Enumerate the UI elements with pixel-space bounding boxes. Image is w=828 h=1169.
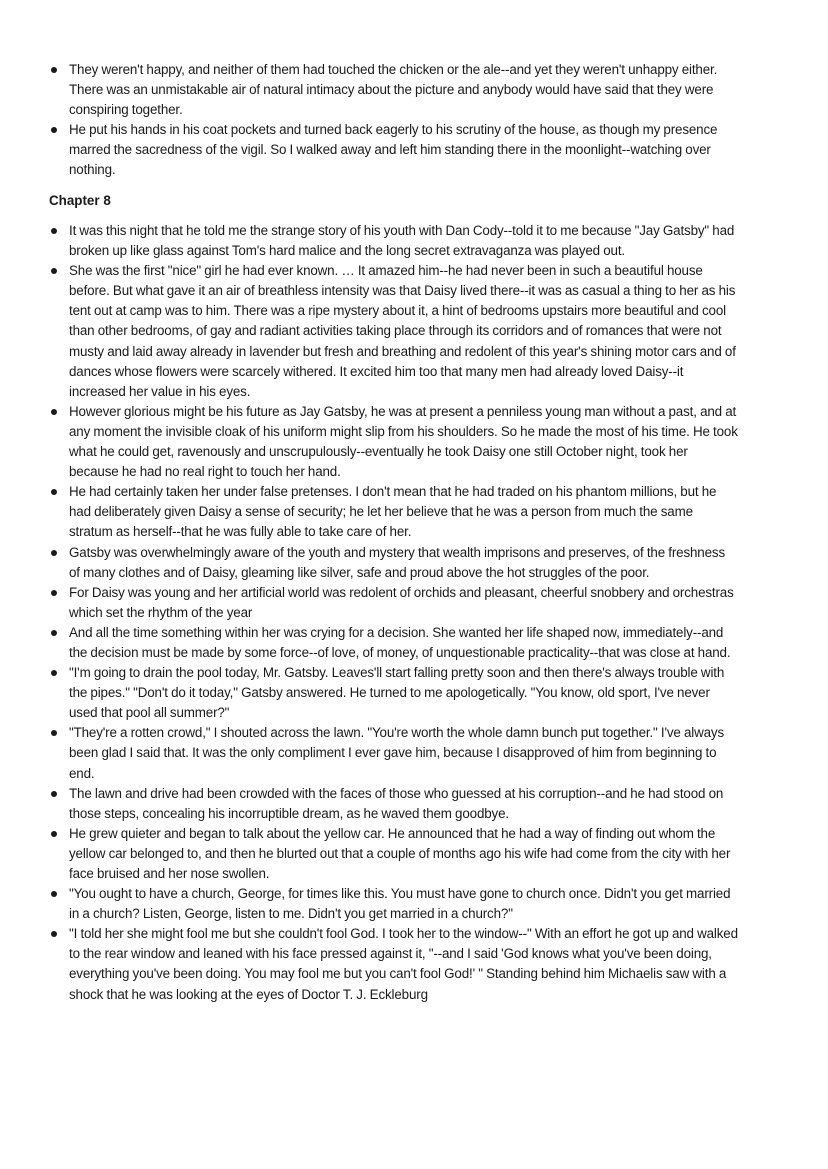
quote-list-intro — [49, 60, 739, 181]
quote-text: He had certainly taken her under false pretenses. I don't mean that he had traded on his phantom millions, but he had deliberately given Daisy a sense of security; he let her believe that he was a person from much the same stratum as herself--that he was fully able to take care of her. — [69, 484, 717, 540]
quote-text: Gatsby was overwhelmingly aware of the youth and mystery that wealth imprisons and preserves, of the freshness of many clothes and of Daisy, gleaming like silver, safe and proud above the hot struggles of the poor. — [69, 544, 725, 580]
list-item — [49, 543, 739, 583]
list-item — [49, 663, 739, 723]
list-item — [49, 261, 739, 402]
bullet-icon — [51, 791, 57, 797]
quote-text: "They're a rotten crowd," I shouted across the lawn. "You're worth the whole damn bunch put together." I've always been glad I said that. It was the only compliment I ever gave him, because I disapproved of him from beginning to end. — [69, 725, 724, 781]
list-item — [49, 784, 739, 824]
list-item — [49, 924, 739, 1004]
quote-text: "I told her she might fool me but she couldn't fool God. I took her to the window--" With an effort he got up and walked to the rear window and leaned with his face pressed against it, "--and I said 'God knows what you've been doing, everything you've been doing. You may fool me but you can't fool God!' " Standing behind him Michaelis saw with a shock that he was looking at the eyes of Doctor T. J. Eckleburg — [69, 926, 738, 1002]
bullet-icon — [51, 670, 57, 676]
list-item — [49, 60, 739, 120]
list-item — [49, 120, 739, 180]
quote-text: And all the time something within her was crying for a decision. She wanted her life shaped now, immediately--and the decision must be made by some force--of love, of money, of unquestionable practicality--that was close at hand. — [69, 624, 731, 660]
bullet-icon — [51, 931, 57, 937]
list-item — [49, 884, 739, 924]
bullet-icon — [51, 590, 57, 596]
quote-text: She was the first "nice" girl he had ever known. … It amazed him--he had never been in such a beautiful house before. But what gave it an air of breathless intensity was that Daisy lived there--it was as casual a thing to her as his tent out at camp was to him. There was a ripe mystery about it, a hint of bedrooms upstairs more beautiful and cool than other bedrooms, of gay and radiant activities taking place through its corridors and of romances that were not musty and laid away already in lavender but fresh and breathing and redolent of this year's shining motor cars and of dances whose flowers were scarcely withered. It excited him too that many men had already loved Daisy--it increased her value in his eyes. — [69, 263, 736, 399]
bullet-icon — [51, 228, 57, 234]
bullet-icon — [51, 630, 57, 636]
bullet-icon — [51, 489, 57, 495]
quote-text: However glorious might be his future as Jay Gatsby, he was at present a penniless young man without a past, and at any moment the invisible cloak of his uniform might slip from his shoulders. So he made the most of his time. He took what he could get, ravenously and unscrupulously--eventually he took Daisy one still October night, took her because he had no real right to touch her hand. — [69, 403, 738, 480]
chapter-heading: Chapter 8 — [49, 193, 111, 208]
bullet-icon — [51, 550, 57, 556]
bullet-icon — [51, 831, 57, 837]
list-item — [49, 221, 739, 261]
quote-text: For Daisy was young and her artificial world was redolent of orchids and pleasant, cheerful snobbery and orchestras which set the rhythm of the year — [69, 584, 734, 620]
bullet-icon — [51, 891, 57, 897]
bullet-icon — [51, 67, 57, 73]
bullet-icon — [51, 268, 57, 274]
list-item — [49, 824, 739, 884]
quote-list-chapter-8 — [49, 221, 739, 1005]
quote-text: They weren't happy, and neither of them had touched the chicken or the ale--and yet they weren't unhappy either. There was an unmistakable air of natural intimacy about the picture and anybody would have said that they were conspiring together. — [69, 62, 718, 118]
list-item — [49, 482, 739, 542]
quote-text: "I'm going to drain the pool today, Mr. Gatsby. Leaves'll start falling pretty soon and then there's always trouble with the pipes." "Don't do it today," Gatsby answered. He turned to me apologetically. "You know, old sport, I've never used that pool all summer?" — [69, 665, 725, 721]
list-item — [49, 723, 739, 783]
quote-text: He grew quieter and began to talk about the yellow car. He announced that he had a way of finding out whom the yellow car belonged to, and then he blurted out that a couple of months ago his wife had come from the city with her face bruised and her nose swollen. — [69, 825, 731, 881]
list-item — [49, 583, 739, 623]
quote-text: The lawn and drive had been crowded with the faces of those who guessed at his corruption--and he had stood on those steps, concealing his incorruptible dream, as he waved them goodbye. — [69, 785, 724, 821]
bullet-icon — [51, 127, 57, 133]
quote-text: "You ought to have a church, George, for times like this. You must have gone to church once. Didn't you get married in a church? Listen, George, listen to me. Didn't you get married in a church?" — [69, 886, 731, 922]
bullet-icon — [51, 730, 57, 736]
list-item — [49, 623, 739, 663]
list-item — [49, 402, 739, 482]
quote-text: He put his hands in his coat pockets and turned back eagerly to his scrutiny of the house, as though my presence marred the sacredness of the vigil. So I walked away and left him standing there in the moonlight--watching over nothing. — [69, 122, 718, 178]
bullet-icon — [51, 409, 57, 415]
quote-text: It was this night that he told me the strange story of his youth with Dan Cody--told it to me because "Jay Gatsby" had broken up like glass against Tom's hard malice and the long secret extravaganza was played out. — [69, 223, 735, 259]
